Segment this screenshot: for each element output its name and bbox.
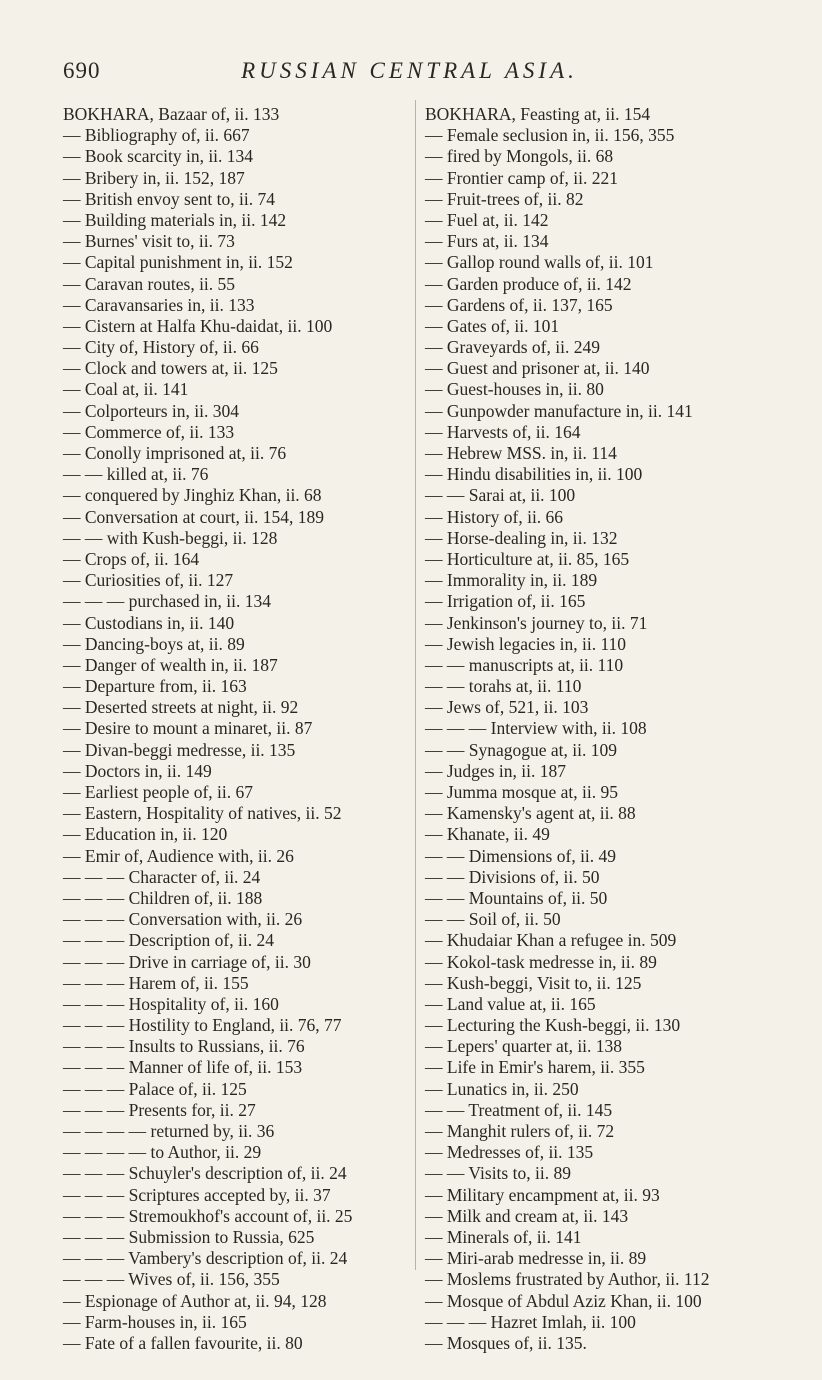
index-entry: BOKHARA, Bazaar of, ii. 133 — [63, 104, 280, 124]
index-entry: — Jenkinson's journey to, ii. 71 — [425, 612, 648, 633]
index-entry: — — killed at, ii. 76 — [63, 464, 209, 485]
index-entry: — — with Kush-beggi, ii. 128 — [63, 527, 278, 548]
index-entry: — — — — to Author, ii. 29 — [63, 1142, 262, 1163]
index-entry: — Espionage of Author at, ii. 94, 128 — [63, 1290, 327, 1311]
index-entry: — Moslems frustrated by Author, ii. 112 — [425, 1269, 710, 1290]
index-entry: — Danger of wealth in, ii. 187 — [63, 654, 278, 675]
index-entry: — — — — returned by, ii. 36 — [63, 1121, 275, 1141]
index-entry: — Land value at, ii. 165 — [425, 993, 596, 1014]
index-entry: — — — Insults to Russians, ii. 76 — [63, 1036, 305, 1057]
running-title: RUSSIAN CENTRAL ASIA. — [241, 58, 578, 83]
index-entry: — — Visits to, ii. 89 — [425, 1163, 571, 1184]
page-header — [63, 58, 756, 88]
index-entry: — Desire to mount a minaret, ii. 87 — [63, 718, 313, 739]
index-entry: — Life in Emir's harem, ii. 355 — [425, 1057, 645, 1078]
index-entry: — Gardens of, ii. 137, 165 — [425, 294, 613, 315]
index-entry: — History of, ii. 66 — [425, 506, 564, 527]
index-entry: — Doctors in, ii. 149 — [63, 760, 212, 781]
index-entry: — Gunpowder manufacture in, ii. 141 — [425, 400, 693, 421]
index-entry: — Frontier camp of, ii. 221 — [425, 167, 618, 188]
index-entry: — Departure from, ii. 163 — [63, 676, 247, 697]
index-entry: — — — Conversation with, ii. 26 — [63, 909, 303, 930]
index-entry: — — — Interview with, ii. 108 — [425, 718, 647, 739]
index-entry: — Kokol-task medresse in, ii. 89 — [425, 951, 657, 972]
index-entry: — Dancing-boys at, ii. 89 — [63, 633, 245, 654]
page-number: 690 — [63, 58, 101, 83]
index-entry: — — Mountains of, ii. 50 — [425, 887, 608, 908]
index-entry: — Gates of, ii. 101 — [425, 315, 560, 336]
index-entry: — Khudaiar Khan a refugee in. 509 — [425, 930, 677, 951]
index-entry: — Crops of, ii. 164 — [63, 548, 200, 569]
index-entry: — Caravansaries in, ii. 133 — [63, 294, 255, 315]
index-entry: — Horse-dealing in, ii. 132 — [425, 527, 618, 548]
index-entry: — Colporteurs in, ii. 304 — [63, 400, 239, 421]
index-entry: — Capital punishment in, ii. 152 — [63, 252, 293, 273]
index-entry: — Manghit rulers of, ii. 72 — [425, 1121, 615, 1141]
index-entry: — Gallop round walls of, ii. 101 — [425, 252, 654, 273]
index-entry: — Hebrew MSS. in, ii. 114 — [425, 443, 617, 463]
index-entry: — Custodians in, ii. 140 — [63, 612, 235, 633]
index-column-left — [63, 104, 408, 1354]
index-entry: — — manuscripts at, ii. 110 — [425, 654, 624, 675]
index-entry: — — — Harem of, ii. 155 — [63, 972, 249, 993]
index-entry: — Judges in, ii. 187 — [425, 760, 566, 781]
index-entry: — — — Stremoukhof's account of, ii. 25 — [63, 1205, 353, 1226]
index-entry: — — Dimensions of, ii. 49 — [425, 845, 617, 866]
index-entry: — Harvests of, ii. 164 — [425, 421, 581, 442]
index-entry: — Burnes' visit to, ii. 73 — [63, 231, 235, 252]
index-entry: — — — Hazret Imlah, ii. 100 — [425, 1311, 636, 1332]
index-entry: — Clock and towers at, ii. 125 — [63, 358, 278, 379]
index-entry: — Furs at, ii. 134 — [425, 231, 549, 252]
index-entry: — Deserted streets at night, ii. 92 — [63, 697, 299, 718]
index-entry: — Jumma mosque at, ii. 95 — [425, 782, 618, 802]
index-entry: — — — Description of, ii. 24 — [63, 930, 274, 951]
index-entry: — Fruit-trees of, ii. 82 — [425, 188, 584, 209]
index-entry: — — Synagogue at, ii. 109 — [425, 739, 617, 760]
index-entry: — Lunatics in, ii. 250 — [425, 1078, 579, 1099]
index-entry: — — Sarai at, ii. 100 — [425, 485, 576, 506]
index-entry: — Graveyards of, ii. 249 — [425, 337, 600, 358]
index-entry: — Mosques of, ii. 135. — [425, 1332, 587, 1353]
index-entry: — — Divisions of, ii. 50 — [425, 866, 600, 887]
index-entry: — Milk and cream at, ii. 143 — [425, 1205, 629, 1226]
index-entry: — Building materials in, ii. 142 — [63, 209, 287, 230]
index-entry: — — Soil of, ii. 50 — [425, 909, 561, 930]
index-entry: — Coal at, ii. 141 — [63, 379, 189, 400]
index-entry: — Bribery in, ii. 152, 187 — [63, 167, 245, 188]
index-entry: — Miri-arab medresse in, ii. 89 — [425, 1248, 647, 1269]
index-entry: BOKHARA, Feasting at, ii. 154 — [425, 104, 651, 124]
index-entry: — Divan-beggi medresse, ii. 135 — [63, 739, 296, 760]
index-entry: — — — Vambery's description of, ii. 24 — [63, 1248, 348, 1269]
index-entry: — Emir of, Audience with, ii. 26 — [63, 845, 294, 866]
index-entry: — Eastern, Hospitality of natives, ii. 52 — [63, 803, 342, 824]
index-entry: — Khanate, ii. 49 — [425, 824, 550, 845]
index-entry: — Lepers' quarter at, ii. 138 — [425, 1036, 623, 1057]
index-entry: — Female seclusion in, ii. 156, 355 — [425, 125, 675, 146]
index-entry: — Irrigation of, ii. 165 — [425, 591, 586, 612]
index-column-right — [425, 104, 770, 1354]
index-entry: — — — Drive in carriage of, ii. 30 — [63, 951, 311, 972]
index-entry: — — — Schuyler's description of, ii. 24 — [63, 1163, 347, 1184]
index-entry: — Earliest people of, ii. 67 — [63, 782, 254, 802]
index-entry: — — — Manner of life of, ii. 153 — [63, 1057, 303, 1078]
index-entry: — — — Character of, ii. 24 — [63, 866, 261, 887]
index-entry: — Cistern at Halfa Khu-daidat, ii. 100 — [63, 315, 333, 336]
index-entry: — Conolly imprisoned at, ii. 76 — [63, 443, 287, 463]
index-entry: — — — Hospitality of, ii. 160 — [63, 993, 279, 1014]
index-entry: — — Treatment of, ii. 145 — [425, 1099, 613, 1120]
index-entry: — Mosque of Abdul Aziz Khan, ii. 100 — [425, 1290, 702, 1311]
index-entry: — — — Submission to Russia, 625 — [63, 1226, 315, 1247]
index-entry: — Guest-houses in, ii. 80 — [425, 379, 604, 400]
index-entry: — Horticulture at, ii. 85, 165 — [425, 548, 630, 569]
index-entry: — Fuel at, ii. 142 — [425, 209, 549, 230]
index-entry: — Curiosities of, ii. 127 — [63, 570, 234, 591]
index-entry: — Conversation at court, ii. 154, 189 — [63, 506, 325, 527]
index-entry: — Book scarcity in, ii. 134 — [63, 146, 254, 167]
column-divider — [415, 100, 416, 1270]
index-entry: — Minerals of, ii. 141 — [425, 1226, 582, 1247]
index-entry: — — torahs at, ii. 110 — [425, 676, 582, 697]
index-entry: — — — Wives of, ii. 156, 355 — [63, 1269, 280, 1290]
index-entry: — — — purchased in, ii. 134 — [63, 591, 272, 612]
index-entry: — — — Presents for, ii. 27 — [63, 1099, 256, 1120]
index-entry: — British envoy sent to, ii. 74 — [63, 188, 275, 209]
index-entry: — Guest and prisoner at, ii. 140 — [425, 358, 650, 379]
index-entry: — Jewish legacies in, ii. 110 — [425, 633, 627, 654]
index-entry: — Farm-houses in, ii. 165 — [63, 1311, 247, 1332]
index-entry: — Kush-beggi, Visit to, ii. 125 — [425, 972, 642, 993]
index-entry: — Jews of, 521, ii. 103 — [425, 697, 589, 718]
index-entry: — Caravan routes, ii. 55 — [63, 273, 236, 294]
index-entry: — — — Palace of, ii. 125 — [63, 1078, 247, 1099]
index-entry: — Hindu disabilities in, ii. 100 — [425, 464, 643, 485]
index-entry: — fired by Mongols, ii. 68 — [425, 146, 614, 167]
index-entry: — Education in, ii. 120 — [63, 824, 228, 845]
index-entry: — — — Children of, ii. 188 — [63, 887, 263, 908]
index-entry: — — — Hostility to England, ii. 76, 77 — [63, 1015, 342, 1036]
index-entry: — Medresses of, ii. 135 — [425, 1142, 594, 1163]
index-entry: — Fate of a fallen favourite, ii. 80 — [63, 1332, 303, 1353]
index-entry: — Kamensky's agent at, ii. 88 — [425, 803, 636, 824]
index-entry: — Lecturing the Kush-beggi, ii. 130 — [425, 1015, 681, 1036]
index-entry: — Immorality in, ii. 189 — [425, 570, 598, 591]
index-entry: — Bibliography of, ii. 667 — [63, 125, 250, 146]
index-entry: — — — Scriptures accepted by, ii. 37 — [63, 1184, 331, 1205]
index-entry: — Garden produce of, ii. 142 — [425, 273, 632, 294]
index-entry: — conquered by Jinghiz Khan, ii. 68 — [63, 485, 322, 506]
index-entry: — Military encampment at, ii. 93 — [425, 1184, 660, 1205]
index-entry: — Commerce of, ii. 133 — [63, 421, 235, 442]
index-entry: — City of, History of, ii. 66 — [63, 337, 259, 358]
